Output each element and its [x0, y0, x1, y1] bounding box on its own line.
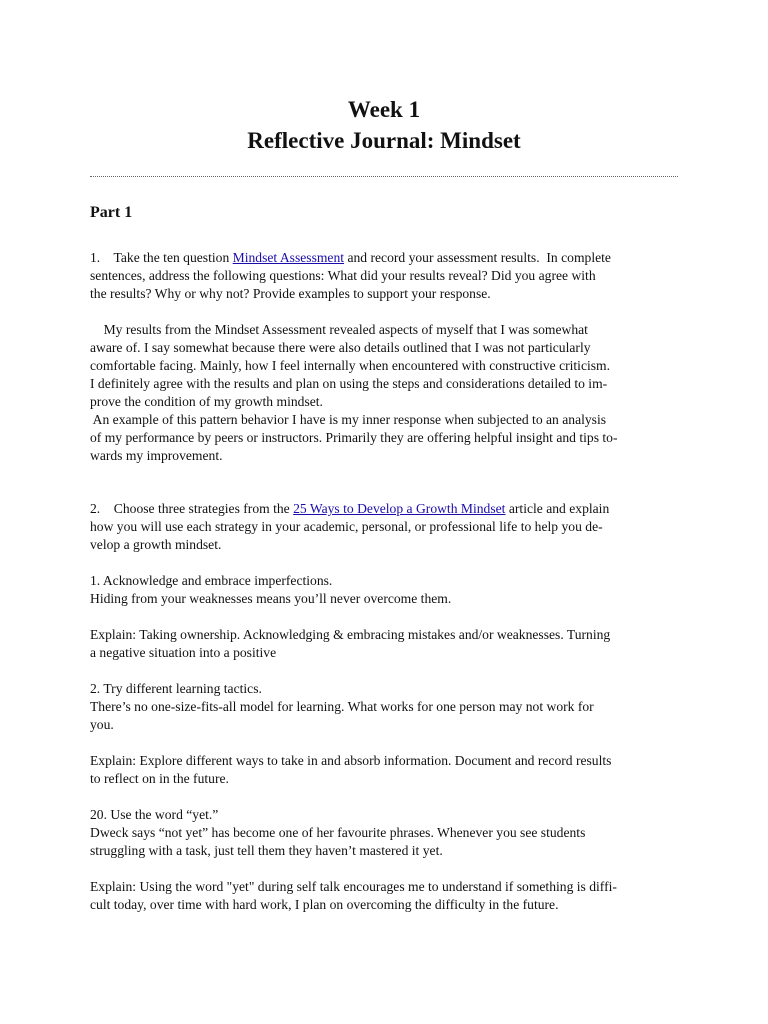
- answer-1-line-7: of my performance by peers or instructors. Primarily they are offering helpful insight and tips to-: [90, 430, 618, 445]
- growth-mindset-article-link[interactable]: 25 Ways to Develop a Growth Mindset: [293, 501, 506, 516]
- answer-1-line-5: prove the condition of my growth mindset.: [90, 394, 323, 409]
- strategy-explanation: to reflect on in the future.: [90, 771, 229, 786]
- answer-1-line-6: An example of this pattern behavior I have is my inner response when subjected to an analysis: [90, 412, 607, 427]
- strategy-title: 2. Try different learning tactics.: [90, 681, 262, 696]
- strategy-title: 1. Acknowledge and embrace imperfections.: [90, 573, 333, 588]
- mindset-assessment-link[interactable]: Mindset Assessment: [232, 250, 345, 265]
- strategy-explanation: cult today, over time with hard work, I plan on overcoming the difficulty in the future.: [90, 897, 559, 912]
- answer-1-line-2: aware of. I say somewhat because there were also details outlined that I was not particularly: [90, 340, 591, 355]
- strategy-description: There’s no one-size-fits-all model for learning. What works for one person may not work for: [90, 699, 594, 714]
- strategy-description: Hiding from your weaknesses means you’ll never overcome them.: [90, 591, 452, 606]
- page-title: Reflective Journal: Mindset: [247, 128, 521, 153]
- answer-1-line-4: I definitely agree with the results and plan on using the steps and considerations detailed to im-: [90, 376, 608, 391]
- strategy-description: you.: [90, 717, 114, 732]
- strategy-description: struggling with a task, just tell them they haven’t mastered it yet.: [90, 843, 443, 858]
- question-2-line-1: [90, 500, 678, 518]
- week-title: Week 1: [347, 97, 421, 122]
- strategy-2: [90, 680, 678, 788]
- question-2-line-3: velop a growth mindset.: [90, 537, 222, 552]
- question-1: [90, 249, 678, 303]
- question-2-line-2: how you will use each strategy in your academic, personal, or professional life to help you de-: [90, 519, 603, 534]
- question-1-line-2: sentences, address the following questions: What did your results reveal? Did you agree with: [90, 268, 596, 283]
- strategy-explanation: Explain: Taking ownership. Acknowledging & embracing mistakes and/or weaknesses. Turning: [90, 627, 611, 642]
- question-1-prefix: 1. Take the ten question: [90, 250, 233, 265]
- part-heading: Part 1: [90, 204, 133, 221]
- question-2-prefix: 2. Choose three strategies from the: [90, 501, 294, 516]
- question-1-line-1: [90, 249, 678, 267]
- strategy-explanation: Explain: Explore different ways to take in and absorb information. Document and record results: [90, 753, 612, 768]
- answer-1-line-3: comfortable facing. Mainly, how I feel internally when encountered with constructive criticism.: [90, 358, 611, 373]
- question-1-line-3: the results? Why or why not? Provide examples to support your response.: [90, 286, 491, 301]
- question-2-suffix: article and explain: [505, 501, 610, 516]
- answer-1: [90, 321, 678, 465]
- answer-1-line-8: wards my improvement.: [90, 448, 223, 463]
- question-2: [90, 500, 678, 554]
- question-1-suffix: and record your assessment results. In complete: [344, 250, 611, 265]
- strategy-3: [90, 806, 678, 914]
- strategy-explanation: Explain: Using the word "yet" during self talk encourages me to understand if something is diffi-: [90, 879, 617, 894]
- strategy-title: 20. Use the word “yet.”: [90, 807, 219, 822]
- strategy-explanation: a negative situation into a positive: [90, 645, 277, 660]
- strategy-1: [90, 572, 678, 662]
- dotted-divider: [90, 176, 678, 177]
- answer-1-line-1: My results from the Mindset Assessment revealed aspects of myself that I was somewhat: [90, 322, 588, 337]
- strategy-description: Dweck says “not yet” has become one of her favourite phrases. Whenever you see students: [90, 825, 586, 840]
